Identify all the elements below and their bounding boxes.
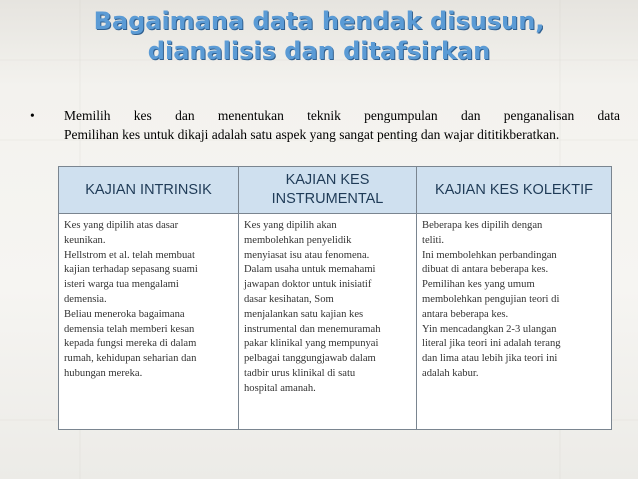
text-line: demensia telah memberi kesan	[64, 323, 195, 335]
cell-kolektif	[417, 214, 612, 430]
text-line: rumah, kehidupan seharian dan	[64, 353, 197, 365]
text-line: tadbir urus klinikal di satu	[244, 367, 356, 379]
text-line: pelbagai tanggungjawab dalam	[244, 353, 376, 365]
text-line: Ini membolehkan perbandingan	[422, 249, 557, 261]
text-line: isteri warga tua mengalami	[64, 279, 179, 291]
text-line: Hellstrom et al. telah membuat	[64, 249, 195, 261]
text-line: Beliau meneroka bagaimana	[64, 308, 185, 320]
text-line: dan lima atau lebih jika teori ini	[422, 353, 558, 365]
cell-intrinsik	[59, 214, 239, 430]
text-line: Dalam usaha untuk memahami	[244, 264, 376, 276]
cell-instrumental	[239, 214, 417, 430]
header-kajian-kolektif: KAJIAN KES KOLEKTIF	[417, 167, 612, 214]
text-line: instrumental dan menemuramah	[244, 323, 381, 335]
text-line: Yin mencadangkan 2-3 ulangan	[422, 323, 557, 335]
header-kajian-instrumental: KAJIAN KES INSTRUMENTAL	[239, 167, 417, 214]
text-line: menjalankan satu kajian kes	[244, 308, 364, 320]
slide-title-line-2: dianalisis dan ditafsirkan	[147, 37, 491, 65]
text-line: demensia.	[64, 293, 107, 305]
table-header-row	[59, 167, 612, 214]
text-line: menyiasat isu atau fenomena.	[244, 249, 370, 261]
bullet-text-line-2: Pemilihan kes untuk dikaji adalah satu aspek yang sangat penting dan wajar dititikberatkan.	[64, 127, 560, 142]
text-line: adalah kabur.	[422, 367, 479, 379]
text-line: kepada fungsi mereka di dalam	[64, 338, 197, 350]
text-line: membolehkan pengujian teori di	[422, 293, 560, 305]
bullet-icon: •	[30, 108, 35, 123]
text-line: literal jika teori ini adalah terang	[422, 338, 561, 350]
case-study-table	[58, 166, 612, 430]
slide-title-line-1: Bagaimana data hendak disusun,	[93, 7, 545, 35]
text-line: hubungan mereka.	[64, 367, 143, 379]
text-line: teliti.	[422, 234, 445, 246]
text-line: kajian terhadap sepasang suami	[64, 264, 198, 276]
text-line: antara beberapa kes.	[422, 308, 509, 320]
text-line: dasar kesihatan, Som	[244, 293, 334, 305]
text-line: Beberapa kes dipilih dengan	[422, 220, 543, 231]
text-line: keunikan.	[64, 234, 106, 246]
text-line: jawapan doktor untuk inisiatif	[244, 279, 372, 291]
text-line: Pemilihan kes yang umum	[422, 279, 535, 291]
text-line: hospital amanah.	[244, 382, 316, 394]
header-kajian-intrinsik: KAJIAN INTRINSIK	[59, 167, 239, 214]
text-line: pakar klinikal yang mempunyai	[244, 338, 379, 350]
bullet-text-line-1: Memilih kes dan menentukan teknik pengumpulan dan penganalisan data	[64, 108, 620, 123]
text-line: Kes yang dipilih atas dasar	[64, 220, 179, 231]
text-line: Kes yang dipilih akan	[244, 220, 337, 231]
text-line: membolehkan penyelidik	[244, 234, 352, 246]
text-line: dibuat di antara beberapa kes.	[422, 264, 549, 276]
table-row	[59, 214, 612, 430]
slide-title	[0, 6, 638, 66]
